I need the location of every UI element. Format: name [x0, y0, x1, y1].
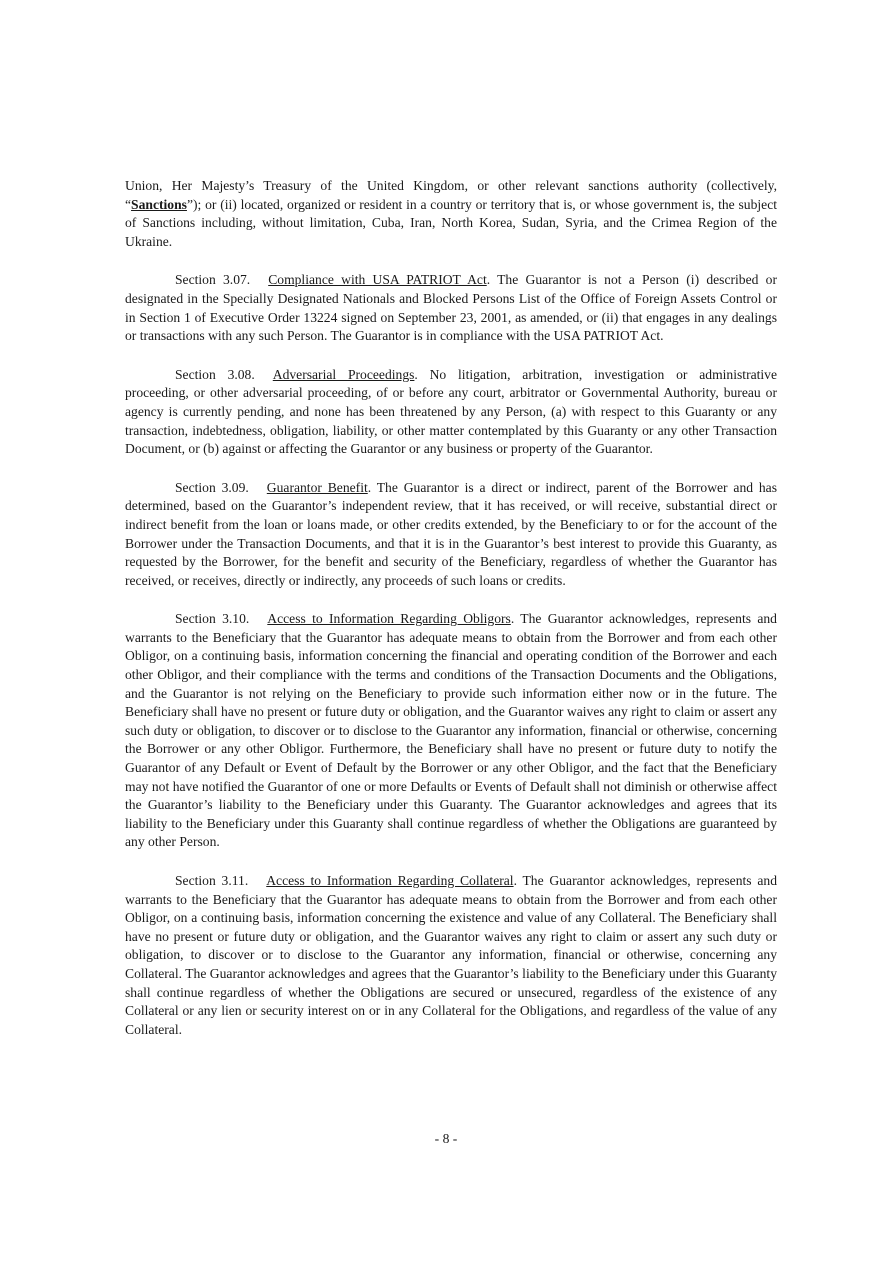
section-heading: Compliance with USA PATRIOT Act [268, 272, 487, 288]
section-text: . The Guarantor is a direct or indirect, parent of the Borrower and has determined, based on the Guarantor’s independent review, that it has received, or will receive, substantial direct or indirect benefit from the loan or loans made, or other credits extended, by the Beneficiary to or for the account of the Borrower under the Transaction Documents, and that it is in the Guarantor’s best interest to provide this Guaranty, as requested by the Borrower, for the benefit and security of the Beneficiary, regardless of whether the Guarantor has received, or receives, directly or indirectly, any proceeds of such loans or credits. [125, 479, 777, 588]
defined-term-sanctions: Sanctions [131, 196, 187, 212]
section-text: . The Guarantor acknowledges, represents and warrants to the Beneficiary that the Guarantor has adequate means to obtain from the Borrower and from each other Obligor, on a continuing basis, information concerning the existence and value of any Collateral. The Beneficiary shall have no present or future duty or obligation, and the Guarantor waives any right to claim or assert any such duty or obligation, to discover or to disclose to the Guarantor any information, financial or otherwise, concerning any Collateral. The Guarantor acknowledges and agrees that the Guarantor’s liability to the Beneficiary under this Guaranty shall continue regardless of whether the Obligations are secured or unsecured, regardless of the existence of any Collateral or any lien or security interest on or in any Collateral for the Obligations, and regardless of the value of any Collateral. [125, 873, 777, 1037]
section-3-07 [125, 271, 777, 345]
section-heading: Guarantor Benefit [266, 479, 368, 495]
section-number: Section 3.11. [175, 873, 249, 888]
section-number: Section 3.08. [175, 366, 255, 382]
section-text: . The Guarantor acknowledges, represents and warrants to the Beneficiary that the Guarantor has adequate means to obtain from the Borrower and from each other Obligor, on a continuing basis, information concerning the financial and operating condition of the Borrower and each other Obligor, and their compliance with the terms and conditions of the Transaction Documents and the Obligations, and the Guarantor is not relying on the Beneficiary to provide such information either now or in the future. The Beneficiary shall have no present or future duty or obligation, and the Guarantor waives any right to claim or assert any such duty or obligation, to discover or to disclose to the Guarantor any information, financial or otherwise, concerning the Borrower or any other Obligor. Furthermore, the Beneficiary shall have no present or future duty to notify the Guarantor of any Default or Event of Default by the Borrower or any other Obligor, and the fact that the Beneficiary may not have notified the Guarantor of one or more Defaults or Events of Default shall not diminish or otherwise affect the Guarantor’s liability to the Beneficiary under this Guaranty. The Guarantor acknowledges and agrees that its liability to the Beneficiary under this Guaranty shall continue regardless of whether the Obligations are guaranteed by any other Person. [125, 611, 777, 850]
page-number: - 8 - [434, 1131, 458, 1146]
document-page [125, 177, 777, 1059]
section-3-11 [125, 872, 777, 1039]
section-heading: Access to Information Regarding Collateral [266, 873, 514, 888]
section-text: . No litigation, arbitration, investigation or administrative proceeding, or other adversarial proceeding, of or before any court, arbitrator or Governmental Authority, bureau or agency is currently pending, and none has been threatened by any Person, (a) with respect to this Guaranty or any transaction, indebtedness, obligation, liability, or other matter contemplated by this Guaranty or any other Transaction Document, or (b) against or affecting the Guarantor or any business or property of the Guarantor. [125, 366, 778, 457]
section-number: Section 3.09. [175, 479, 249, 495]
opening-paragraph: Union, Her Majesty’s Treasury of the United Kingdom, or other relevant sanctions authority (collectively, “Sanctions”); or (ii) located, organized or resident in a country or territory that is, or whose government is, the subject of Sanctions including, without limitation, Cuba, Iran, North Korea, Sudan, Syria, and the Crimea Region of the Ukraine. [125, 178, 777, 249]
section-heading: Access to Information Regarding Obligors [267, 611, 511, 627]
section-heading: Adversarial Proceedings [272, 366, 415, 382]
section-number: Section 3.10. [175, 611, 250, 627]
section-number: Section 3.07. [175, 272, 251, 288]
section-3-08 [125, 366, 777, 459]
section-3-10 [125, 610, 777, 852]
section-text: . The Guarantor is not a Person (i) described or designated in the Specially Designated Nationals and Blocked Persons List of the Office of Foreign Assets Control or in Section 1 of Executive Order 13224 signed on September 23, 2001, as amended, or (ii) that engages in any dealings or transactions with any such Person. The Guarantor is in compliance with the USA PATRIOT Act. [125, 272, 777, 344]
section-3-09 [125, 479, 777, 591]
